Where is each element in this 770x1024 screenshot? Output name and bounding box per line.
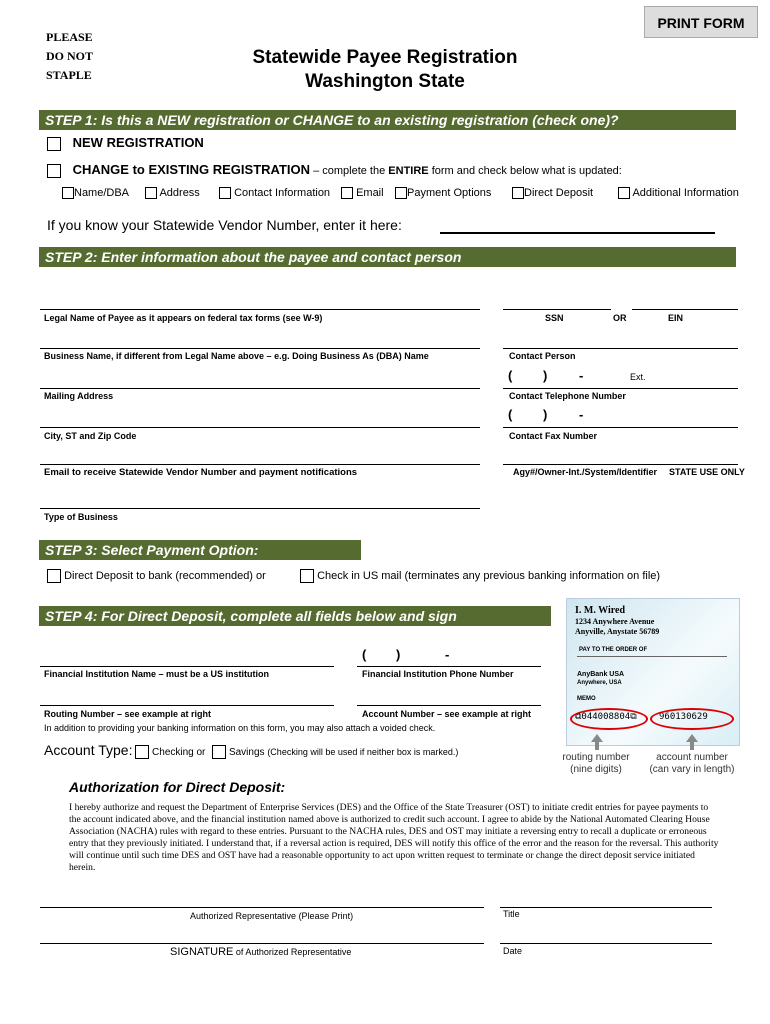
title-label: Title — [503, 909, 520, 919]
update-option-contact[interactable]: Contact Information — [219, 187, 330, 199]
rep-print-label: Authorized Representative (Please Print) — [190, 911, 354, 921]
date-label: Date — [503, 946, 523, 956]
checkbox[interactable] — [512, 187, 524, 199]
ssn-field[interactable] — [503, 309, 611, 310]
type-business-label: Type of Business — [44, 512, 118, 522]
phone-paren-open: ( — [508, 368, 513, 383]
date-field[interactable] — [500, 943, 712, 944]
direct-deposit-checkbox[interactable] — [47, 569, 61, 583]
checkbox[interactable] — [62, 187, 74, 199]
mailing-address-field[interactable] — [40, 388, 480, 389]
fax-paren-open: ( — [508, 407, 513, 422]
ein-field[interactable] — [632, 309, 738, 310]
step3-heading: STEP 3: Select Payment Option: — [39, 540, 361, 560]
type-business-field[interactable] — [40, 508, 480, 509]
fin-name-field[interactable] — [40, 666, 334, 667]
routing-highlight — [570, 708, 648, 730]
step1-heading: STEP 1: Is this a NEW registration or CHANGE to an existing registration (check one)? — [39, 110, 736, 130]
legal-name-label: Legal Name of Payee as it appears on federal tax forms (see W-9) — [44, 313, 323, 323]
ext-label: Ext. — [630, 372, 646, 382]
checkbox[interactable] — [618, 187, 630, 199]
change-registration-checkbox[interactable] — [47, 164, 61, 178]
fin-dash: - — [445, 647, 450, 662]
or-label: OR — [613, 313, 627, 323]
checkbox[interactable] — [145, 187, 157, 199]
rep-print-field[interactable] — [40, 907, 484, 908]
step2-heading: STEP 2: Enter information about the payee and contact person — [39, 247, 736, 267]
check-memo: MEMO — [577, 696, 596, 702]
fin-phone-label: Financial Institution Phone Number — [362, 669, 514, 679]
update-option-additional[interactable]: Additional Information — [618, 187, 739, 199]
mailing-address-label: Mailing Address — [44, 391, 114, 401]
fin-paren-close: ) — [396, 647, 401, 662]
contact-phone-field[interactable] — [503, 388, 738, 389]
business-name-label: Business Name, if different from Legal Name above – e.g. Doing Business As (DBA) Name — [44, 351, 429, 361]
checking-checkbox[interactable] — [135, 745, 149, 759]
account-caption: account number (can vary in length) — [649, 752, 735, 775]
savings-checkbox[interactable] — [212, 745, 226, 759]
routing-caption: routing number (nine digits) — [562, 752, 630, 775]
contact-person-label: Contact Person — [509, 351, 576, 361]
account-highlight — [650, 708, 734, 730]
check-name: I. M. Wired — [575, 605, 626, 616]
agy-field[interactable] — [503, 464, 738, 465]
phone-paren-close: ) — [543, 368, 548, 383]
city-field[interactable] — [40, 427, 480, 428]
signature-field[interactable] — [40, 943, 484, 944]
fin-paren-open: ( — [362, 647, 367, 662]
update-option-email[interactable]: Email — [341, 187, 384, 199]
ein-label: EIN — [668, 313, 684, 323]
direct-deposit-option[interactable]: Direct Deposit to bank (recommended) or — [47, 569, 266, 583]
authorization-heading: Authorization for Direct Deposit: — [69, 779, 286, 795]
contact-phone-label: Contact Telephone Number — [509, 391, 626, 401]
do-not-staple-note: PLEASE DO NOT STAPLE — [46, 30, 94, 82]
check-mail-checkbox[interactable] — [300, 569, 314, 583]
routing-label: Routing Number – see example at right — [44, 709, 212, 719]
vendor-number-prompt: If you know your Statewide Vendor Number, enter it here: — [47, 217, 402, 233]
change-registration-option[interactable]: CHANGE to EXISTING REGISTRATION – complete the ENTIRE form and check below what is updated: — [47, 162, 622, 178]
account-type-label: Account Type: — [44, 742, 133, 758]
city-label: City, ST and Zip Code — [44, 431, 137, 441]
checkbox[interactable] — [219, 187, 231, 199]
ssn-label: SSN — [545, 313, 564, 323]
agy-label: Agy#/Owner-Int./System/Identifier — [513, 467, 658, 477]
authorization-text: I hereby authorize and request the Department of Enterprise Services (DES) and the Office of the State Treasurer (OST) to initiate credit entries for payee payments to the account indicated above, and the financial institution named above is authorized to credit such account. I agree to abide by the National Automated Clearing House Association (NACHA) rules with regard to these entries. Pursuant to the NACHA rules, DES and OST may initiate a reversing entry to recall a duplicate or erroneous entry that they previously initiated. I understand that, if a reversal action is required, DES will notify this office of the error and the reason for the reversal. This authority will continue until such time DES and OST have had a reasonable opportunity to act upon written request to terminate or change the direct deposit service initiated herein. — [69, 802, 719, 873]
fin-phone-field[interactable] — [357, 666, 541, 667]
savings-note: (Checking will be used if neither box is marked.) — [267, 747, 459, 757]
vendor-number-field[interactable] — [440, 232, 715, 234]
check-city: Anyville, Anystate 56789 — [575, 627, 660, 636]
fax-dash: - — [579, 407, 584, 422]
account-arrow-icon — [686, 734, 698, 742]
account-label: Account Number – see example at right — [362, 709, 532, 719]
check-micr-account: 960130629 — [659, 712, 708, 722]
update-option-payment[interactable]: Payment Options — [395, 187, 491, 199]
step4-heading: STEP 4: For Direct Deposit, complete all fields below and sign — [39, 606, 551, 626]
contact-fax-field[interactable] — [503, 427, 738, 428]
fax-paren-close: ) — [543, 407, 548, 422]
checkbox[interactable] — [341, 187, 353, 199]
state-use-label: STATE USE ONLY — [669, 467, 745, 477]
voided-check-note: In addition to providing your banking information on this form, you may also attach a voided check. — [44, 723, 436, 733]
check-bank-city: Anywhere, USA — [577, 680, 622, 686]
title-field[interactable] — [500, 907, 712, 908]
print-form-button[interactable]: PRINT FORM — [644, 6, 758, 38]
page-title: Statewide Payee Registration Washington State — [252, 47, 518, 92]
phone-dash: - — [579, 368, 584, 383]
signature-label: SIGNATURE of Authorized Representative — [170, 946, 352, 958]
checkbox[interactable] — [395, 187, 407, 199]
update-option-direct-deposit[interactable]: Direct Deposit — [512, 187, 593, 199]
update-option-name[interactable]: Name/DBA — [62, 187, 129, 199]
email-label: Email to receive Statewide Vendor Number and payment notifications — [44, 467, 358, 478]
routing-field[interactable] — [40, 705, 334, 706]
check-street: 1234 Anywhere Avenue — [575, 617, 655, 626]
new-registration-option[interactable]: NEW REGISTRATION — [47, 135, 204, 151]
routing-arrow-icon — [591, 734, 603, 742]
account-type-row — [44, 742, 458, 759]
checking-label: Checking or — [152, 747, 206, 758]
account-field[interactable] — [357, 705, 541, 706]
check-mail-option[interactable]: Check in US mail (terminates any previous banking information on file) — [300, 569, 660, 583]
check-bank: AnyBank USA — [577, 671, 625, 678]
contact-fax-label: Contact Fax Number — [509, 431, 598, 441]
check-micr-routing: ⧉044008804⧉ — [575, 712, 637, 722]
fin-name-label: Financial Institution Name – must be a US institution — [44, 669, 270, 679]
savings-label: Savings — [228, 747, 265, 758]
legal-name-field[interactable] — [40, 309, 480, 310]
contact-person-field[interactable] — [503, 348, 738, 349]
business-name-field[interactable] — [40, 348, 480, 349]
check-pay-to: PAY TO THE ORDER OF — [579, 647, 648, 653]
email-field[interactable] — [40, 464, 480, 465]
new-registration-checkbox[interactable] — [47, 137, 61, 151]
update-option-address[interactable]: Address — [145, 187, 200, 199]
